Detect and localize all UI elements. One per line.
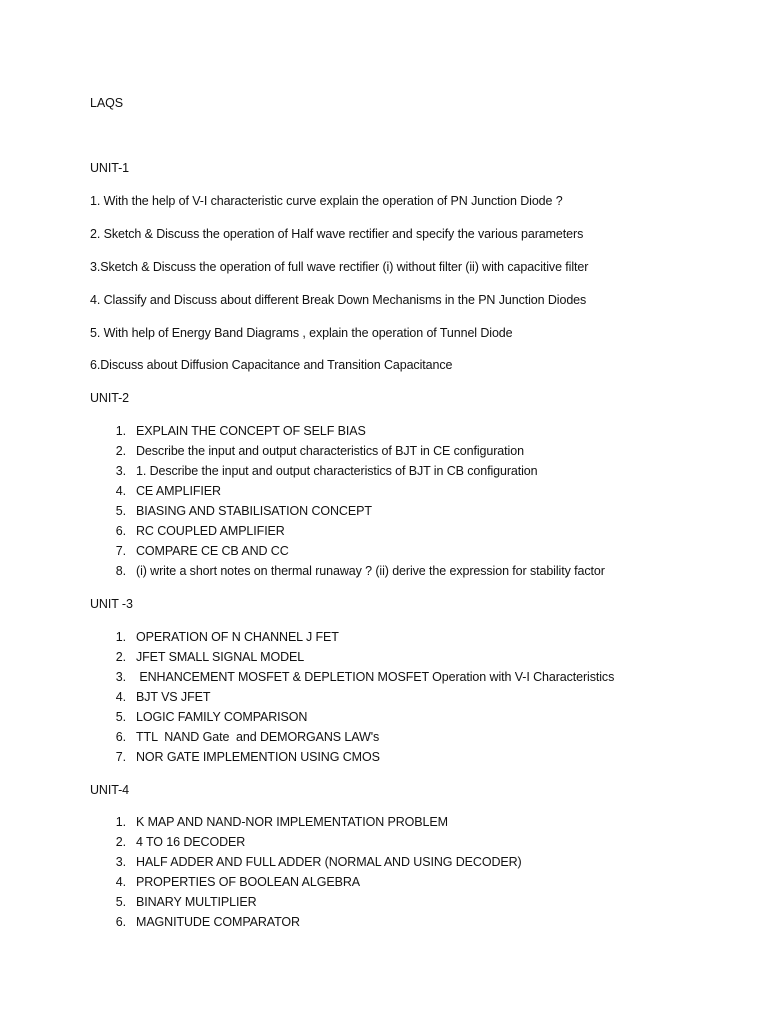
list-text: OPERATION OF N CHANNEL J FET — [136, 630, 339, 644]
list-text: Describe the input and output characteristics of BJT in CE configuration — [136, 444, 524, 458]
list-number: 6. — [115, 730, 126, 744]
list-number: 6. — [115, 915, 126, 929]
list-number: 4. — [115, 690, 126, 704]
list-number: 5. — [115, 504, 126, 518]
list-text: PROPERTIES OF BOOLEAN ALGEBRA — [136, 875, 361, 889]
document-title: LAQS — [90, 96, 123, 110]
list-number: 1. — [115, 815, 126, 829]
list-text: JFET SMALL SIGNAL MODEL — [136, 650, 305, 664]
list-number: 7. — [115, 544, 126, 558]
list-text: 1. Describe the input and output characteristics of BJT in CB configuration — [136, 464, 538, 478]
unit-1-heading: UNIT-1 — [90, 161, 129, 175]
list-text: (i) write a short notes on thermal runaway ? (ii) derive the expression for stability factor — [136, 564, 605, 578]
list-number: 7. — [115, 750, 126, 764]
list-text: COMPARE CE CB AND CC — [136, 544, 289, 558]
list-text: MAGNITUDE COMPARATOR — [136, 915, 300, 929]
list-number: 6. — [115, 524, 126, 538]
list-text: BJT VS JFET — [136, 690, 211, 704]
list-number: 2. — [115, 835, 126, 849]
unit-1-question-1: 1. With the help of V-I characteristic curve explain the operation of PN Junction Diode ? — [90, 194, 563, 208]
list-number: 5. — [115, 895, 126, 909]
list-text: EXPLAIN THE CONCEPT OF SELF BIAS — [136, 424, 366, 438]
list-text: RC COUPLED AMPLIFIER — [136, 524, 285, 538]
list-text: LOGIC FAMILY COMPARISON — [136, 710, 308, 724]
list-number: 4. — [115, 875, 126, 889]
unit-1-question-6: 6.Discuss about Diffusion Capacitance and Transition Capacitance — [90, 358, 453, 372]
list-number: 3. — [115, 464, 126, 478]
list-text: BINARY MULTIPLIER — [136, 895, 257, 909]
list-text: CE AMPLIFIER — [136, 484, 221, 498]
list-text: K MAP AND NAND-NOR IMPLEMENTATION PROBLEM — [136, 815, 448, 829]
unit-1-question-5: 5. With help of Energy Band Diagrams , explain the operation of Tunnel Diode — [90, 326, 513, 340]
list-number: 3. — [115, 855, 126, 869]
unit-1-question-4: 4. Classify and Discuss about different Break Down Mechanisms in the PN Junction Diodes — [90, 293, 587, 307]
list-number: 1. — [115, 424, 126, 438]
unit-3-heading: UNIT -3 — [90, 597, 133, 611]
list-number: 2. — [115, 650, 126, 664]
list-number: 4. — [115, 484, 126, 498]
list-number: 1. — [115, 630, 126, 644]
list-number: 8. — [115, 564, 126, 578]
unit-1-question-3: 3.Sketch & Discuss the operation of full wave rectifier (i) without filter (ii) with capacitive filter — [90, 260, 589, 274]
list-number: 2. — [115, 444, 126, 458]
unit-2-heading: UNIT-2 — [90, 391, 129, 405]
list-text: HALF ADDER AND FULL ADDER (NORMAL AND USING DECODER) — [136, 855, 522, 869]
list-number: 5. — [115, 710, 126, 724]
list-text: BIASING AND STABILISATION CONCEPT — [136, 504, 372, 518]
list-text: TTL NAND Gate and DEMORGANS LAW's — [136, 730, 380, 744]
list-text: ENHANCEMENT MOSFET & DEPLETION MOSFET Operation with V-I Characteristics — [136, 670, 615, 684]
list-number: 3. — [115, 670, 126, 684]
list-text: NOR GATE IMPLEMENTION USING CMOS — [136, 750, 380, 764]
unit-4-heading: UNIT-4 — [90, 783, 129, 797]
unit-1-question-2: 2. Sketch & Discuss the operation of Half wave rectifier and specify the various parameters — [90, 227, 584, 241]
list-text: 4 TO 16 DECODER — [136, 835, 246, 849]
